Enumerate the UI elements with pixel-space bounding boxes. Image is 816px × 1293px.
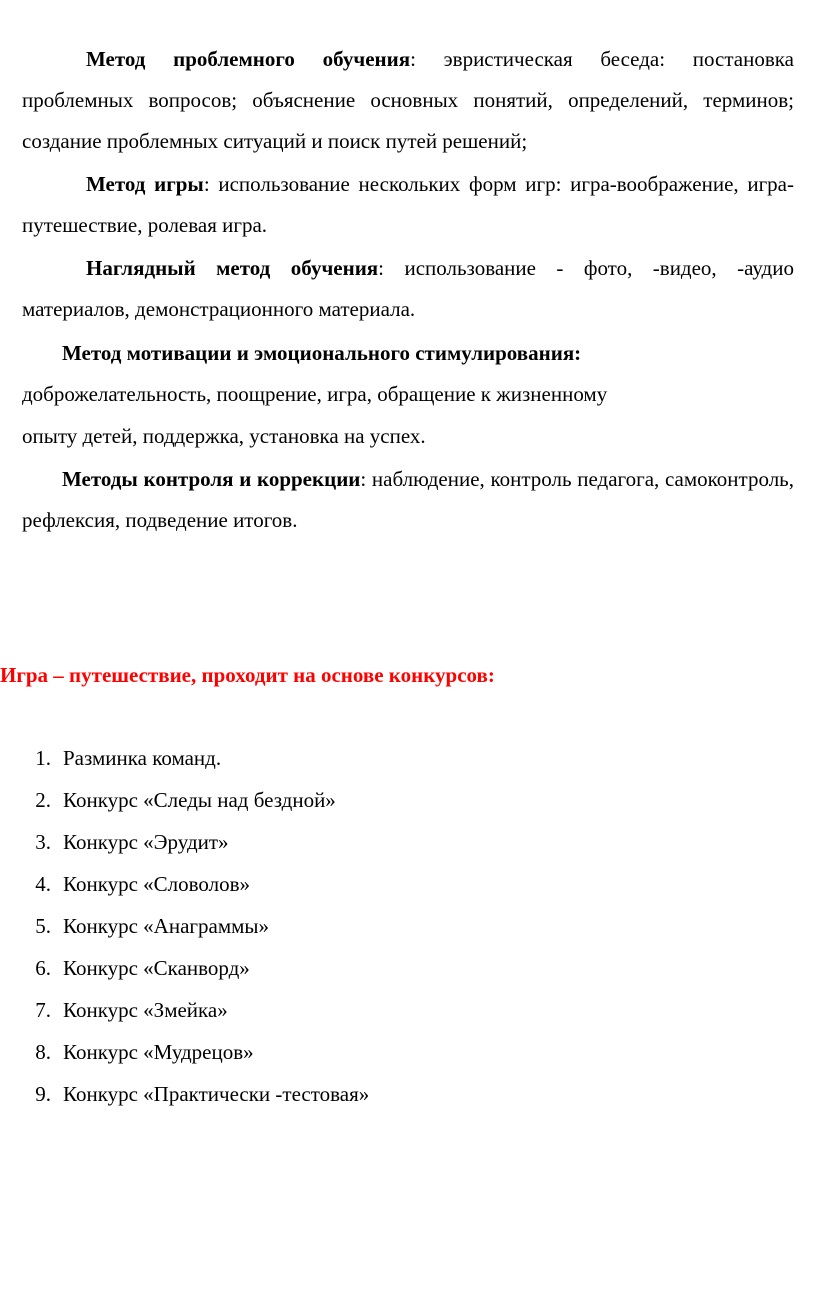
game-method-paragraph — [22, 164, 794, 246]
list-item-text: Конкурс «Словолов» — [63, 872, 251, 896]
list-item-number: 4. — [35, 872, 51, 896]
game-method-title: Метод игры — [86, 172, 204, 196]
motivation-method-line1: доброжелательность, поощрение, игра, обращение к жизненному — [22, 382, 608, 406]
list-item-text: Конкурс «Следы над бездной» — [63, 788, 336, 812]
problem-method-paragraph — [22, 39, 794, 162]
control-method-title: Методы контроля и коррекции — [62, 467, 361, 491]
list-item-text: Конкурс «Анаграммы» — [63, 914, 270, 938]
control-method-text: : наблюдение, контроль педагога, самоконтроль, рефлексия, подведение итогов. — [22, 467, 795, 532]
list-item-text: Конкурс «Практически -тестовая» — [63, 1082, 370, 1106]
game-section-heading: Игра – путешествие, проходит на основе конкурсов: — [0, 663, 495, 687]
list-item-text: Конкурс «Змейка» — [63, 998, 228, 1022]
list-item-number: 6. — [35, 956, 51, 980]
problem-method-title: Метод проблемного обучения — [86, 47, 411, 71]
list-item-number: 7. — [35, 998, 51, 1022]
list-item-text: Разминка команд. — [63, 746, 222, 770]
list-item-number: 8. — [35, 1040, 51, 1064]
motivation-method-title: Метод мотивации и эмоционального стимулирования: — [62, 341, 582, 365]
motivation-method-line2: опыту детей, поддержка, установка на успех. — [22, 424, 426, 448]
list-item-number: 2. — [35, 788, 51, 812]
problem-method-text: : эвристическая беседа: постановка проблемных вопросов; объяснение основных понятий, определений, терминов; создание проблемных ситуаций и поиск путей решений; — [22, 47, 794, 153]
list-item-number: 1. — [35, 746, 51, 770]
list-item-number: 9. — [35, 1082, 51, 1106]
list-item-number: 5. — [35, 914, 51, 938]
control-method-paragraph — [22, 459, 794, 541]
visual-method-title: Наглядный метод обучения — [86, 256, 379, 280]
list-item-text: Конкурс «Эрудит» — [63, 830, 229, 854]
game-method-text: : использование нескольких форм игр: игра-воображение, игра-путешествие, ролевая игра. — [22, 172, 795, 237]
list-item-number: 3. — [35, 830, 51, 854]
list-item-text: Конкурс «Мудрецов» — [63, 1040, 254, 1064]
visual-method-paragraph — [22, 248, 794, 330]
list-item-text: Конкурс «Сканворд» — [63, 956, 250, 980]
visual-method-text: : использование - фото, -видео, -аудио материалов, демонстрационного материала. — [22, 256, 794, 321]
